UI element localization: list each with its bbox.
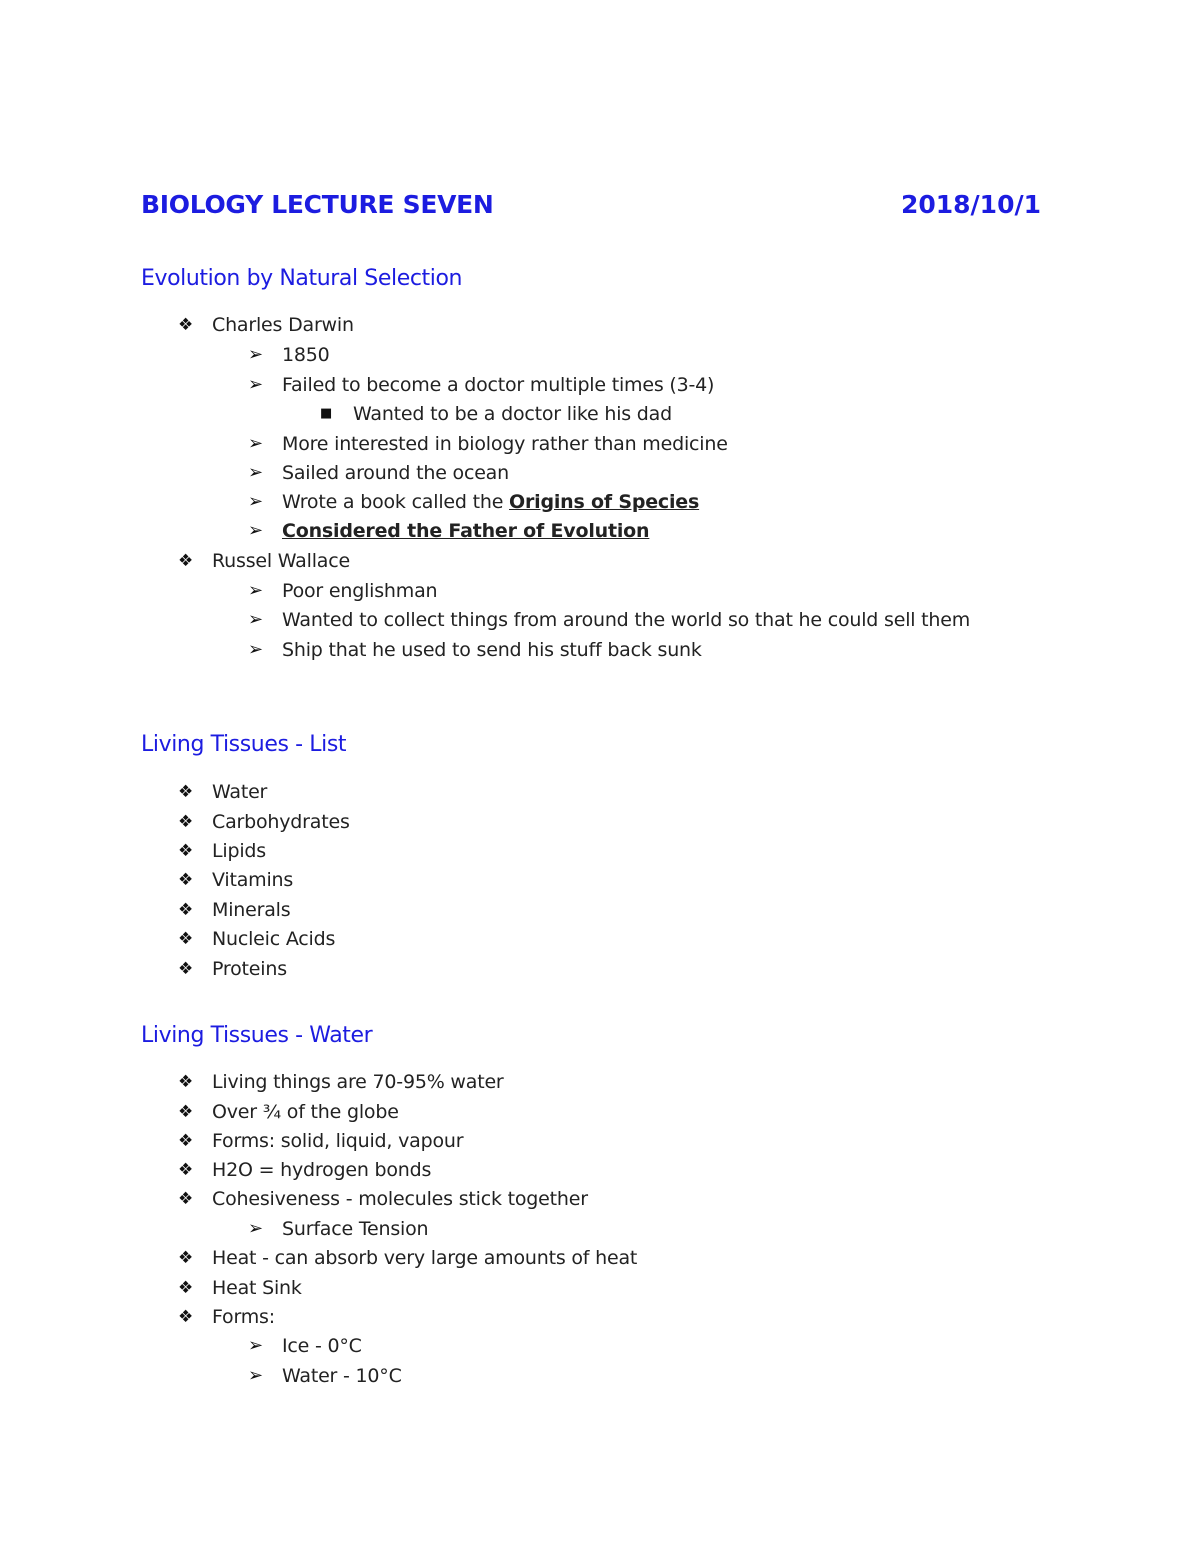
diamond-bullet-icon: ❖ (178, 900, 194, 920)
diamond-bullet-icon: ❖ (178, 782, 194, 802)
diamond-bullet-icon: ❖ (178, 929, 194, 949)
arrow-bullet-icon: ➢ (248, 491, 263, 512)
book-title: Origins of Species (509, 491, 700, 513)
arrow-bullet-icon: ➢ (248, 1365, 263, 1386)
diamond-bullet-icon: ❖ (178, 1189, 194, 1209)
diamond-bullet-icon: ❖ (178, 1102, 194, 1122)
square-bullet-icon: ■ (320, 406, 333, 421)
diamond-bullet-icon: ❖ (178, 1160, 194, 1180)
diamond-bullet-icon: ❖ (178, 551, 194, 571)
diamond-bullet-icon: ❖ (178, 959, 194, 979)
arrow-bullet-icon: ➢ (248, 433, 263, 454)
diamond-bullet-icon: ❖ (178, 1072, 194, 1092)
diamond-bullet-icon: ❖ (178, 870, 194, 890)
document-title: BIOLOGY LECTURE SEVEN (141, 190, 494, 219)
arrow-bullet-icon: ➢ (248, 462, 263, 483)
diamond-bullet-icon: ❖ (178, 1278, 194, 1298)
arrow-bullet-icon: ➢ (248, 639, 263, 660)
arrow-bullet-icon: ➢ (248, 609, 263, 630)
arrow-bullet-icon: ➢ (248, 1335, 263, 1356)
arrow-bullet-icon: ➢ (248, 1218, 263, 1239)
document-header (141, 190, 1041, 230)
section-heading-evolution: Evolution by Natural Selection (141, 266, 463, 291)
document-date: 2018/10/1 (900, 190, 1041, 219)
arrow-bullet-icon: ➢ (248, 374, 263, 395)
diamond-bullet-icon: ❖ (178, 812, 194, 832)
arrow-bullet-icon: ➢ (248, 520, 263, 541)
diamond-bullet-icon: ❖ (178, 1131, 194, 1151)
diamond-bullet-icon: ❖ (178, 315, 194, 335)
arrow-bullet-icon: ➢ (248, 344, 263, 365)
section-heading-tissues-list: Living Tissues - List (141, 732, 347, 757)
diamond-bullet-icon: ❖ (178, 841, 194, 861)
diamond-bullet-icon: ❖ (178, 1248, 194, 1268)
section-heading-tissues-water: Living Tissues - Water (141, 1023, 373, 1048)
arrow-bullet-icon: ➢ (248, 580, 263, 601)
diamond-bullet-icon: ❖ (178, 1307, 194, 1327)
